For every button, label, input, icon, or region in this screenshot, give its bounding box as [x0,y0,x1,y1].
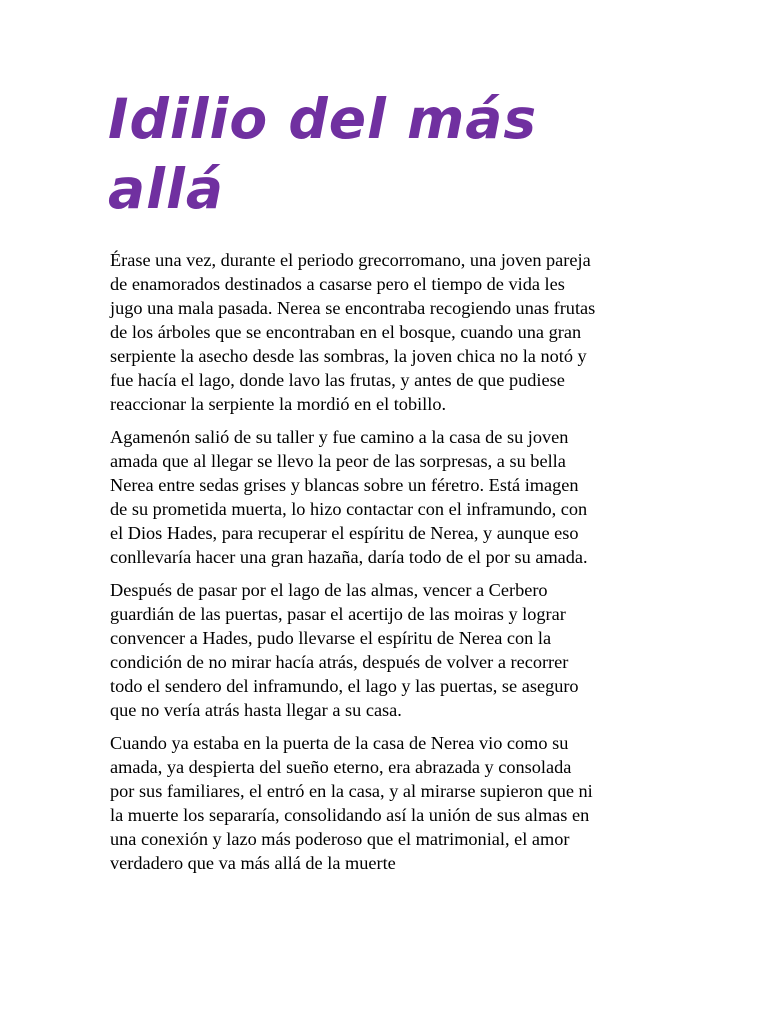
text-line: Nerea entre sedas grises y blancas sobre un féretro. Está imagen [110,475,579,495]
text-line: guardián de las puertas, pasar el acertijo de las moiras y lograr [110,604,566,624]
text-line: Agamenón salió de su taller y fue camino a la casa de su joven [110,427,569,447]
text-line: serpiente la asecho desde las sombras, la joven chica no la notó y [110,346,587,366]
text-line: Cuando ya estaba en la puerta de la casa de Nerea vio como su [110,733,569,753]
text-line: que no vería atrás hasta llegar a su casa. [110,700,402,720]
text-line: amada que al llegar se llevo la peor de las sorpresas, a su bella [110,451,566,471]
text-line: por sus familiares, el entró en la casa, y al mirarse supieron que ni [110,781,593,801]
text-line: de enamorados destinados a casarse pero el tiempo de vida les [110,274,565,294]
paragraph-3 [110,578,670,722]
text-line: todo el sendero del inframundo, el lago y las puertas, se aseguro [110,676,579,696]
text-line: verdadero que va más allá de la muerte [110,853,396,873]
text-line: condición de no mirar hacía atrás, después de volver a recorrer [110,652,569,672]
text-line: jugo una mala pasada. Nerea se encontraba recogiendo unas frutas [110,298,596,318]
text-line: conllevaría hacer una gran hazaña, daría todo de el por su amada. [110,547,588,567]
paragraph-4 [110,731,670,875]
text-line: de los árboles que se encontraban en el bosque, cuando una gran [110,322,582,342]
paragraph-1 [110,248,670,416]
document-title: Idilio del más allá [108,87,538,221]
paragraph-2 [110,425,670,569]
document-body [110,248,670,884]
text-line: amada, ya despierta del sueño eterno, era abrazada y consolada [110,757,572,777]
text-line: fue hacía el lago, donde lavo las frutas, y antes de que pudiese [110,370,565,390]
text-line: reaccionar la serpiente la mordió en el tobillo. [110,394,447,414]
text-line: una conexión y lazo más poderoso que el matrimonial, el amor [110,829,570,849]
text-line: la muerte los separaría, consolidando así la unión de sus almas en [110,805,590,825]
text-line: el Dios Hades, para recuperar el espíritu de Nerea, y aunque eso [110,523,579,543]
text-line: Érase una vez, durante el periodo grecorromano, una joven pareja [110,250,591,270]
text-line: de su prometida muerta, lo hizo contactar con el inframundo, con [110,499,588,519]
text-line: convencer a Hades, pudo llevarse el espíritu de Nerea con la [110,628,552,648]
text-line: Después de pasar por el lago de las almas, vencer a Cerbero [110,580,548,600]
